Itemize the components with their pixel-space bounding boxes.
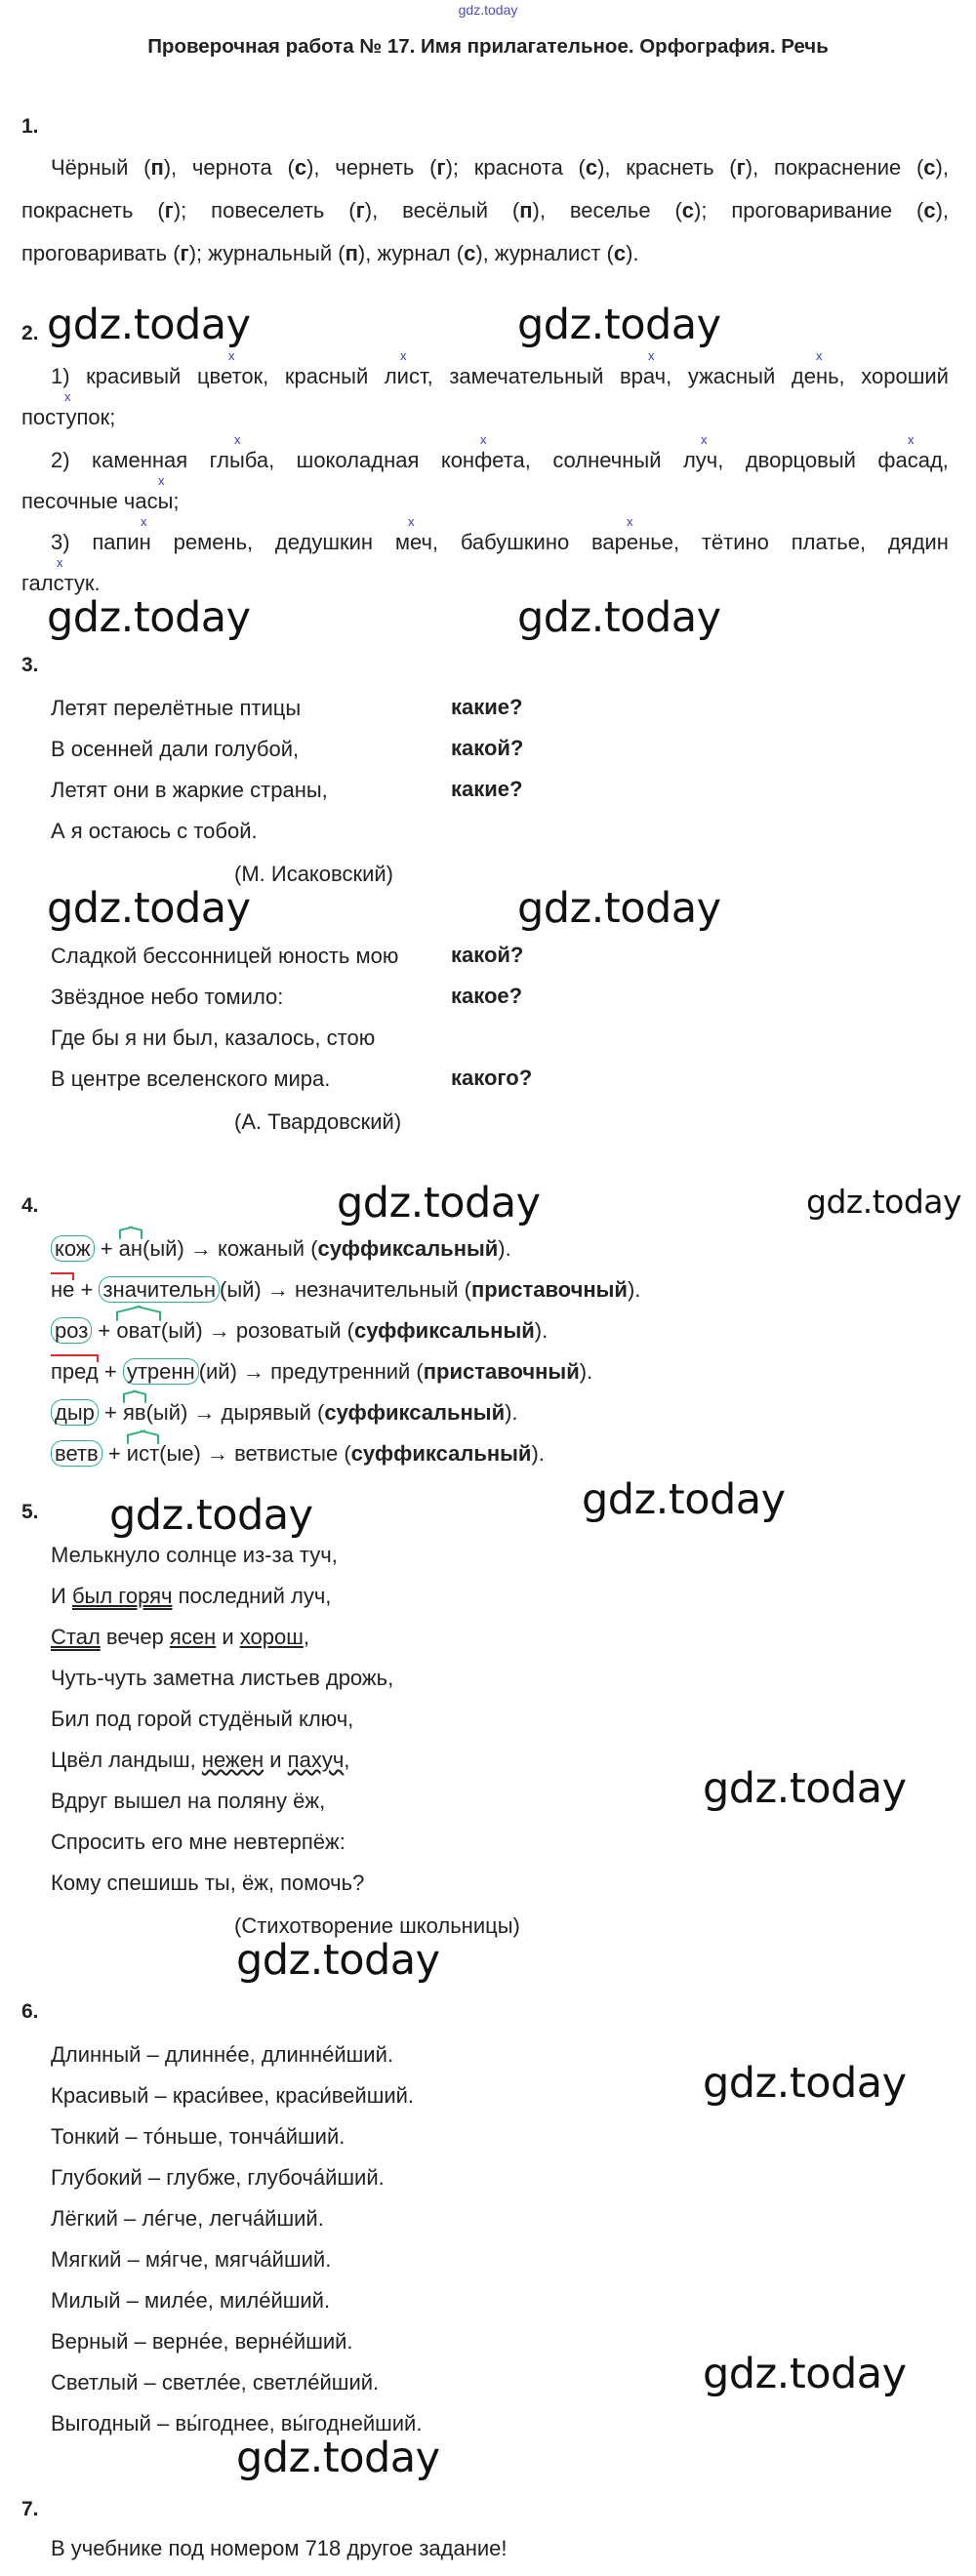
task1-line2: покраснеть (г); повеселеть (г), весёлый (п), веселье (с); проговаривание (с), [21, 198, 950, 222]
root: кож [51, 1235, 95, 1262]
task5-number: 5. [21, 1501, 39, 1523]
suffix: яв [122, 1400, 146, 1425]
word: фасад, [877, 448, 949, 472]
stress-mark: x [648, 348, 655, 363]
word: солнечный [552, 448, 662, 472]
root: ветв [51, 1440, 102, 1467]
poem-line: Летят перелётные птицы [51, 696, 302, 720]
word: лист, [384, 364, 433, 388]
predicate: пахуч [287, 1748, 345, 1772]
poem-line: В центре вселенского мира. [51, 1067, 331, 1091]
formation-type: суффиксальный [324, 1400, 506, 1425]
word: луч, [682, 448, 724, 472]
stress-mark: x [480, 432, 487, 447]
word: каменная [92, 448, 188, 472]
question-label: какой? [451, 736, 524, 760]
word: цветок, [196, 364, 269, 388]
root: роз [51, 1317, 92, 1344]
poem-author: (М. Исаковский) [234, 862, 394, 886]
word: глыба, [209, 448, 275, 472]
word: 1) [51, 364, 70, 388]
derivation-row: роз + оват(ый) → розоватый (суффиксальный). [51, 1317, 548, 1345]
formation-type: суффиксальный [354, 1318, 535, 1343]
stress-mark: x [158, 473, 165, 488]
question-label: какое? [451, 984, 523, 1008]
word: красный [284, 364, 369, 388]
derivation-row: не + значительн (ый) → незначительный (приставочный). [51, 1277, 641, 1302]
task2-number: 2. [21, 322, 39, 344]
comparison-line: Длинный – длиннéе, длиннéйший. [51, 2042, 393, 2067]
poem-line: Мелькнуло солнце из-за туч, [51, 1543, 338, 1567]
stress-mark: x [701, 432, 708, 447]
stress-mark: x [408, 514, 415, 529]
derivation-row: дыр + яв(ый) → дырявый (суффиксальный). [51, 1399, 518, 1427]
comparison-line: Мягкий – мя́гче, мягчáйший. [51, 2247, 332, 2272]
comparison-line: Тонкий – тóньше, тончáйший. [51, 2124, 346, 2149]
task2-line2: поступок; [21, 405, 116, 429]
suffix: ист [126, 1441, 160, 1466]
comparison-line: Выгодный – вы́годнее, вы́годнейший. [51, 2411, 423, 2435]
task7-text: В учебнике под номером 718 другое задание! [51, 2536, 508, 2560]
task2-line4: песочные часы; [21, 489, 180, 513]
question-label: какие? [451, 695, 523, 719]
task2-line1 [51, 363, 949, 390]
task1-line3: проговаривать (г); журнальный (п), журнал (с), журналист (с). [21, 241, 639, 265]
formation-type: приставочный [423, 1359, 580, 1384]
poem-line: Чуть-чуть заметна листьев дрожь, [51, 1666, 394, 1690]
watermark: gdz.today [517, 593, 721, 642]
predicate: ясен [169, 1625, 217, 1649]
derivation-row: ветв + ист(ые) → ветвистые (суффиксальный). [51, 1440, 545, 1468]
comparison-line: Светлый – светлéе, светлéйший. [51, 2370, 380, 2395]
watermark: gdz.today [517, 884, 721, 933]
poem-line: А я остаюсь с тобой. [51, 819, 258, 843]
task6-number: 6. [21, 2000, 39, 2023]
formation-type: суффиксальный [317, 1236, 499, 1261]
prefix: пред [51, 1359, 99, 1384]
watermark: gdz.today [337, 1179, 541, 1228]
derivation-row: пред + утренн (ий) → предутренний (приставочный). [51, 1359, 593, 1384]
watermark: gdz.today [236, 1936, 440, 1985]
formation-type: суффиксальный [350, 1441, 532, 1466]
poem-line: Летят они в жаркие страны, [51, 778, 328, 802]
watermark: gdz.today [703, 2059, 907, 2108]
root: дыр [51, 1399, 99, 1426]
poem-line: Кому спешишь ты, ёж, помочь? [51, 1871, 365, 1895]
predicate: Стал [51, 1625, 101, 1649]
top-watermark: gdz.today [458, 2, 518, 18]
watermark: gdz.today [582, 1475, 786, 1524]
stress-mark: x [400, 348, 407, 363]
stress-mark: x [816, 348, 823, 363]
word: варенье, [590, 530, 680, 554]
formation-type: приставочный [470, 1277, 628, 1302]
poem-line: Спросить его мне невтерпёж: [51, 1830, 346, 1854]
comparison-line: Красивый – краси́вее, краси́вейший. [51, 2083, 415, 2108]
stress-mark: x [234, 432, 241, 447]
poem-line: Бил под горой студёный ключ, [51, 1707, 354, 1731]
poem-line: Цвёл ландыш, нежен и пахуч, [51, 1748, 350, 1772]
watermark: gdz.today [236, 2434, 440, 2482]
derivation-row: кож + ан(ый) → кожаный (суффиксальный). [51, 1235, 511, 1263]
word: 3) [51, 530, 70, 554]
prefix: не [51, 1277, 75, 1302]
comparison-line: Лёгкий – лéгче, легчáйший. [51, 2206, 324, 2231]
word: хороший [861, 364, 949, 388]
word: ужасный [687, 364, 776, 388]
comparison-line: Глубокий – глубже, глубочáйший. [51, 2165, 385, 2190]
word: врач, [619, 364, 672, 388]
word: тётино [701, 530, 769, 554]
comparison-line: Верный – вернéе, вернéйший. [51, 2329, 353, 2354]
task3-number: 3. [21, 654, 39, 676]
root: значительн [99, 1276, 220, 1303]
watermark: gdz.today [109, 1491, 313, 1540]
watermark: gdz.today [806, 1183, 962, 1221]
poem-author: (Стихотворение школьницы) [234, 1913, 520, 1938]
word: ремень, [173, 530, 254, 554]
word: шоколадная [296, 448, 420, 472]
task1-number: 1. [21, 115, 39, 138]
word: дядин [887, 530, 949, 554]
word: конфета, [440, 448, 531, 472]
predicate: был горяч [71, 1584, 173, 1608]
poem-line: Где бы я ни был, казалось, стою [51, 1026, 376, 1050]
stress-mark: x [908, 432, 915, 447]
poem-line: Звёздное небо томило: [51, 985, 284, 1009]
task2-line6: галстук. [21, 571, 101, 595]
question-label: какой? [451, 943, 524, 967]
word: платье, [791, 530, 867, 554]
predicate: хорош [239, 1625, 304, 1649]
word: красивый [86, 364, 182, 388]
task4-number: 4. [21, 1194, 39, 1217]
page-title: Проверочная работа № 17. Имя прилагательное. Орфография. Речь [147, 35, 829, 58]
suffix: ан [118, 1236, 143, 1261]
word: замечательный [449, 364, 604, 388]
word: 2) [51, 448, 70, 472]
task1-line1: Чёрный (п), чернота (с), чернеть (г); краснота (с), краснеть (г), покраснение (с), [51, 155, 949, 180]
watermark: gdz.today [517, 301, 721, 349]
task2-line3 [51, 447, 949, 474]
word: дедушкин [274, 530, 374, 554]
stress-mark: x [627, 514, 633, 529]
watermark: gdz.today [703, 2350, 907, 2398]
word: дворцовый [745, 448, 856, 472]
stress-mark: x [228, 348, 235, 363]
poem-line: Вдруг вышел на поляну ёж, [51, 1789, 326, 1813]
word: день, [791, 364, 845, 388]
comparison-line: Милый – милéе, милéйший. [51, 2288, 331, 2313]
predicate: нежен [201, 1748, 264, 1772]
watermark: gdz.today [47, 301, 251, 349]
poem-author: (А. Твардовский) [234, 1109, 402, 1134]
word: бабушкино [460, 530, 570, 554]
poem-line: В осенней дали голубой, [51, 737, 300, 761]
stress-mark: x [64, 389, 71, 404]
poem-line: Сладкой бессонницей юность мою [51, 944, 399, 968]
stress-mark: x [141, 514, 147, 529]
question-label: какого? [451, 1066, 533, 1090]
suffix: оват [116, 1318, 161, 1343]
watermark: gdz.today [703, 1764, 907, 1813]
watermark: gdz.today [47, 593, 251, 642]
root: утренн [123, 1358, 199, 1385]
poem-line: И был горяч последний луч, [51, 1584, 332, 1608]
task2-line5 [51, 529, 949, 556]
task7-number: 7. [21, 2498, 39, 2520]
stress-mark: x [57, 555, 63, 570]
word: меч, [394, 530, 439, 554]
watermark: gdz.today [47, 884, 251, 933]
poem-line: Стал вечер ясен и хорош, [51, 1625, 309, 1649]
word: папин [92, 530, 151, 554]
question-label: какие? [451, 777, 523, 801]
